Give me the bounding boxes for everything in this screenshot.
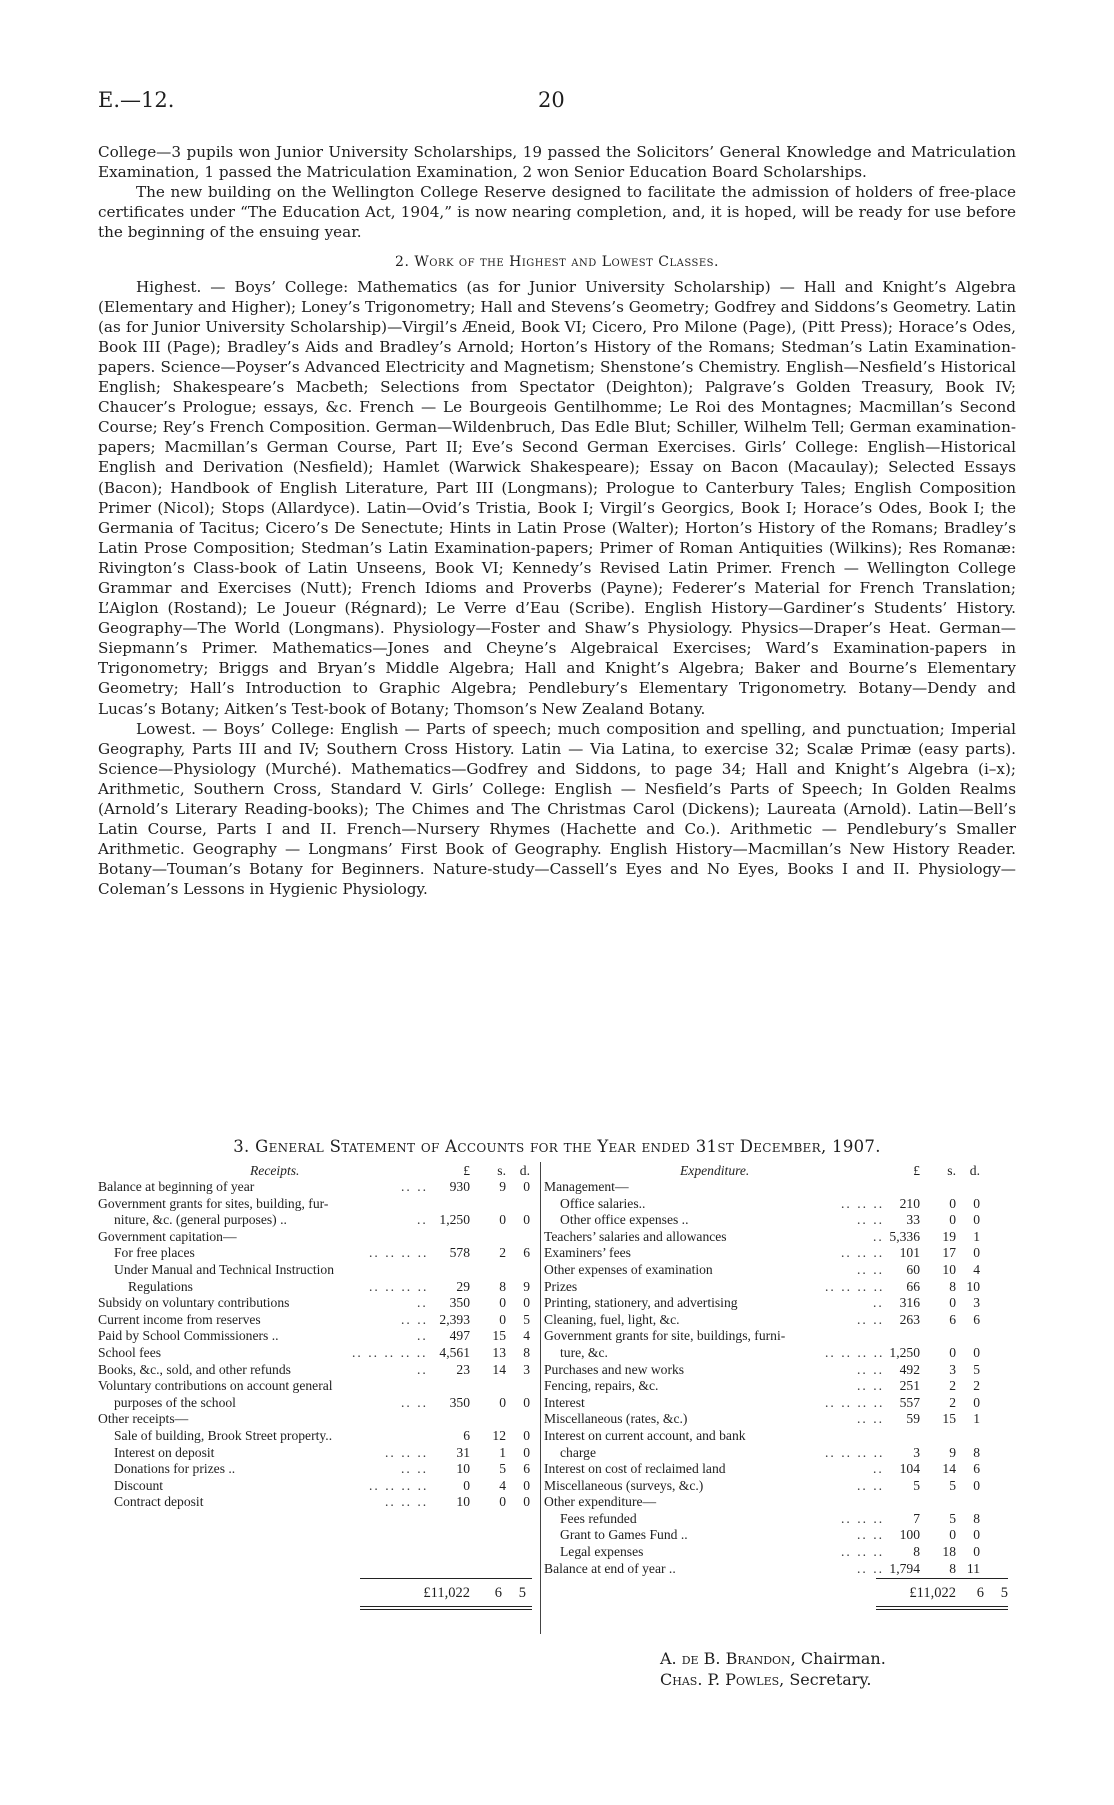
- expenditure-total-rule: [876, 1578, 1008, 1579]
- expenditure-label: Other office expenses ..: [560, 1212, 689, 1228]
- expenditure-shillings: 15: [942, 1411, 956, 1427]
- expenditure-row: [544, 1196, 1016, 1213]
- expenditure-shillings: 5: [949, 1477, 956, 1493]
- expenditure-shillings: 8: [949, 1560, 956, 1576]
- column-divider: [540, 1162, 541, 1634]
- expenditure-row: [544, 1411, 1016, 1428]
- expenditure-row: [544, 1312, 1016, 1329]
- receipts-label: School fees: [98, 1344, 162, 1360]
- expenditure-row: [544, 1378, 1016, 1395]
- expenditure-label: Government grants for site, buildings, furni-: [544, 1328, 786, 1344]
- expenditure-double-rule-2: [876, 1609, 1008, 1610]
- receipts-pounds: 2,393: [439, 1311, 470, 1327]
- expenditure-shillings: 0: [949, 1527, 956, 1543]
- expenditure-label: Legal expenses: [560, 1544, 644, 1560]
- receipts-pounds: 1,250: [439, 1212, 470, 1228]
- receipts-label: For free places: [114, 1245, 195, 1261]
- receipts-label: Subsidy on voluntary contributions: [98, 1295, 290, 1311]
- expenditure-pence: 8: [973, 1444, 980, 1460]
- receipts-double-rule-1: [360, 1606, 532, 1607]
- expenditure-pence: 5: [973, 1361, 980, 1377]
- receipts-pence: 0: [523, 1444, 530, 1460]
- expenditure-pence: 10: [966, 1278, 980, 1294]
- expenditure-row: [544, 1328, 1016, 1345]
- expenditure-row: [544, 1395, 1016, 1412]
- expenditure-leader-dots: .. ..: [857, 1560, 884, 1576]
- expenditure-label: Other expenditure—: [544, 1494, 657, 1510]
- receipts-pounds: 23: [456, 1361, 470, 1377]
- receipts-label: Government grants for sites, building, fur-: [98, 1195, 329, 1211]
- receipts-row: [98, 1345, 536, 1362]
- expenditure-leader-dots: .. .. ..: [841, 1245, 885, 1261]
- expenditure-label: Purchases and new works: [544, 1361, 685, 1377]
- receipts-pence: 5: [523, 1311, 530, 1327]
- receipts-label: Other receipts—: [98, 1411, 189, 1427]
- section-heading-work: 2. Work of the Highest and Lowest Classes.: [395, 254, 719, 271]
- expenditure-pounds: 33: [906, 1212, 920, 1228]
- expenditure-leader-dots: ..: [873, 1461, 884, 1477]
- receipts-row: [98, 1445, 536, 1462]
- receipts-row: [98, 1461, 536, 1478]
- expenditure-label: Grant to Games Fund ..: [560, 1527, 688, 1543]
- secretary-role: Secretary.: [789, 1670, 872, 1689]
- receipts-row: [98, 1428, 536, 1445]
- body-text: [98, 142, 1016, 899]
- receipts-pounds: 497: [449, 1328, 470, 1344]
- receipts-leader-dots: .. ..: [401, 1179, 428, 1194]
- receipts-leader-dots: .. .. .. ..: [369, 1278, 429, 1294]
- expenditure-row: [544, 1478, 1016, 1495]
- receipts-row: [98, 1494, 536, 1511]
- expenditure-pounds: 1,250: [889, 1344, 920, 1360]
- expenditure-label: Interest on cost of reclaimed land: [544, 1461, 726, 1477]
- expenditure-shillings: 2: [949, 1378, 956, 1394]
- receipts-leader-dots: .. ..: [401, 1311, 428, 1327]
- receipts-label: Sale of building, Brook Street property..: [114, 1427, 333, 1443]
- expenditure-pence: 6: [973, 1311, 980, 1327]
- receipts-row: [98, 1229, 536, 1246]
- expenditure-shillings: 14: [942, 1461, 956, 1477]
- expenditure-pounds: 557: [899, 1394, 920, 1410]
- expenditure-row: [544, 1527, 1016, 1544]
- pounds-unit: £: [463, 1163, 470, 1178]
- expenditure-pence: 8: [973, 1510, 980, 1526]
- expenditure-header: [544, 1162, 1016, 1179]
- receipts-row: [98, 1262, 536, 1279]
- expenditure-pence: 0: [973, 1394, 980, 1410]
- expenditure-label: Teachers’ salaries and allowances: [544, 1228, 727, 1244]
- receipts-label: Voluntary contributions on account general: [98, 1378, 333, 1394]
- expenditure-label: Other expenses of examination: [544, 1261, 713, 1277]
- receipts-total-pence: 5: [518, 1585, 526, 1601]
- receipts-row: [98, 1395, 536, 1412]
- expenditure-shillings: 0: [949, 1195, 956, 1211]
- receipts-shillings: 4: [499, 1477, 506, 1493]
- expenditure-total: [876, 1584, 1016, 1602]
- receipts-shillings: 8: [499, 1278, 506, 1294]
- receipts-pounds: 578: [449, 1245, 470, 1261]
- expenditure-total-pence: 5: [1000, 1585, 1008, 1601]
- receipts-pounds: 6: [463, 1427, 470, 1443]
- receipts-label: Books, &c., sold, and other refunds: [98, 1361, 291, 1377]
- expenditure-pounds: 251: [899, 1378, 920, 1394]
- receipts-label: Contract deposit: [114, 1494, 204, 1510]
- expenditure-label: Management—: [544, 1179, 629, 1194]
- receipts-leader-dots: .. ..: [401, 1461, 428, 1477]
- receipts-shillings: 13: [492, 1344, 506, 1360]
- receipts-row: [98, 1245, 536, 1262]
- expenditure-label: Fees refunded: [560, 1510, 637, 1526]
- expenditure-label: Interest on current account, and bank: [544, 1427, 746, 1443]
- receipts-pounds: 930: [449, 1179, 470, 1194]
- receipts-pounds: 31: [456, 1444, 470, 1460]
- receipts-row: [98, 1295, 536, 1312]
- expenditure-leader-dots: .. ..: [857, 1361, 884, 1377]
- receipts-total-pounds: £11,022: [423, 1585, 470, 1601]
- expenditure-shillings: 0: [949, 1344, 956, 1360]
- receipts-shillings: 0: [499, 1311, 506, 1327]
- receipts-row: [98, 1279, 536, 1296]
- expenditure-row: [544, 1262, 1016, 1279]
- expenditure-pounds: 101: [899, 1245, 920, 1261]
- pence-unit: d.: [519, 1163, 530, 1178]
- expenditure-label: Cleaning, fuel, light, &c.: [544, 1311, 680, 1327]
- receipts-pence: 0: [523, 1494, 530, 1510]
- receipts-leader-dots: ..: [417, 1295, 428, 1311]
- expenditure-label: Office salaries..: [560, 1195, 646, 1211]
- receipts-leader-dots: ..: [417, 1361, 428, 1377]
- receipts-row: [98, 1212, 536, 1229]
- receipts-shillings: 15: [492, 1328, 506, 1344]
- expenditure-row: [544, 1245, 1016, 1262]
- expenditure-leader-dots: .. ..: [857, 1212, 884, 1228]
- expenditure-row: [544, 1179, 1016, 1196]
- expenditure-label: ture, &c.: [560, 1344, 608, 1360]
- expenditure-shillings: 3: [949, 1361, 956, 1377]
- receipts-header: [98, 1162, 536, 1179]
- expenditure-label: Miscellaneous (surveys, &c.): [544, 1477, 704, 1493]
- receipts-leader-dots: .. .. .. .. ..: [352, 1344, 428, 1360]
- expenditure-leader-dots: .. ..: [857, 1261, 884, 1277]
- page-header: [98, 88, 1016, 118]
- expenditure-pence: 0: [973, 1195, 980, 1211]
- receipts-column: [98, 1162, 536, 1511]
- expenditure-pence: 1: [973, 1228, 980, 1244]
- expenditure-pounds: 5,336: [889, 1228, 920, 1244]
- expenditure-row: [544, 1345, 1016, 1362]
- receipts-label: Balance at beginning of year: [98, 1179, 255, 1194]
- receipts-leader-dots: .. .. .. ..: [369, 1477, 429, 1493]
- receipts-row: [98, 1312, 536, 1329]
- receipts-total-shillings: 6: [494, 1585, 502, 1601]
- pence-unit: d.: [969, 1163, 980, 1178]
- expenditure-pounds: 263: [899, 1311, 920, 1327]
- accounts-title: 3. General Statement of Accounts for the Year ended 31st December, 1907.: [233, 1137, 881, 1156]
- expenditure-pence: 4: [973, 1261, 980, 1277]
- expenditure-shillings: 18: [942, 1544, 956, 1560]
- receipts-row: [98, 1179, 536, 1196]
- expenditure-label: Examiners’ fees: [544, 1245, 631, 1261]
- secretary-name: Chas. P. Powles,: [660, 1670, 785, 1689]
- expenditure-pounds: 492: [899, 1361, 920, 1377]
- expenditure-pence: 6: [973, 1461, 980, 1477]
- receipts-label: Current income from reserves: [98, 1311, 261, 1327]
- receipts-label: purposes of the school: [114, 1394, 236, 1410]
- receipts-label: Under Manual and Technical Instruction: [114, 1261, 335, 1277]
- receipts-label: Regulations: [128, 1278, 193, 1294]
- expenditure-pounds: 3: [913, 1444, 920, 1460]
- chairman-name: A. de B. Brandon,: [660, 1649, 796, 1668]
- expenditure-label: Prizes: [544, 1278, 578, 1294]
- shillings-unit: s.: [497, 1163, 506, 1178]
- expenditure-label: Printing, stationery, and advertising: [544, 1295, 738, 1311]
- receipts-pence: 0: [523, 1427, 530, 1443]
- receipts-label: Donations for prizes ..: [114, 1461, 236, 1477]
- receipts-shillings: 2: [499, 1245, 506, 1261]
- expenditure-pence: 0: [973, 1212, 980, 1228]
- expenditure-leader-dots: .. ..: [857, 1477, 884, 1493]
- page-number: 20: [538, 88, 565, 112]
- signatures: [660, 1648, 886, 1690]
- receipts-heading: Receipts.: [250, 1163, 300, 1178]
- receipts-label: niture, &c. (general purposes) ..: [114, 1212, 287, 1228]
- expenditure-leader-dots: .. ..: [857, 1311, 884, 1327]
- receipts-pence: 4: [523, 1328, 530, 1344]
- expenditure-shillings: 19: [942, 1228, 956, 1244]
- expenditure-pence: 0: [973, 1245, 980, 1261]
- paragraph-highest-classes: Highest. — Boys’ College: Mathematics (as for Junior University Scholarship) — Hall and Knight’s Algebra (Elementary and Higher); Loney’s Trigonometry; Hall and Stevens’s Geometry; Godfrey and Siddons’s Geometry. Latin (as for Junior University Scholarship)—Virgil’s Æneid, Book VI; Cicero, Pro Milone (Page), (Pitt Press); Horace’s Odes, Book III (Page); Bradley’s Aids and Bradley’s Arnold; Horton’s History of the Romans; Stedman’s Latin Examination-papers. Science—Poyser’s Advanced Electricity and Magnetism; Shenstone’s Chemistry. English—Nesfield’s Historical English; Shakespeare’s Macbeth; Selections from Spectator (Deighton); Palgrave’s Golden Treasury, Book IV; Chaucer’s Prologue; essays, &c. French — Le Bourgeois Gentilhomme; Le Roi des Montagnes; Macmillan’s Second Course; Rey’s French Composition. German—Wildenbruch, Das Edle Blut; Schiller, Wilhelm Tell; German examination-papers; Macmillan’s German Course, Part II; Eve’s Second German Exercises. Girls’ College: English—Historical English and Derivation (Nesfield); Hamlet (Warwick Shakespeare); Essay on Bacon (Macaulay); Selected Essays (Bacon); Handbook of English Literature, Part III (Longmans); Prologue to Canterbury Tales; English Composition Primer (Nicol); Stops (Allardyce). Latin—Ovid’s Tristia, Book I; Virgil’s Georgics, Book I; Horace’s Odes, Book I; the Germania of Tacitus; Cicero’s De Senectute; Hints in Latin Prose (Walter); Horton’s History of the Romans; Bradley’s Latin Prose Composition; Stedman’s Latin Examination-papers; Primer of Roman Antiquities (Wilkins); Res Romanæ: Rivington’s Class-book of Latin Unseens, Book VI; Kennedy’s Revised Latin Primer. French — Wellington College Grammar and Exercises (Nutt); French Idioms and Proverbs (Payne); Federer’s Material for French Translation; L’Aiglon (Rostand); Le Joueur (Régnard); Le Verre d’Eau (Scribe). English History—Gardiner’s Students’ History. Geography—The World (Longmans). Physiology—Foster and Shaw’s Physiology. Physics—Draper’s Heat. German—Siepmann’s Primer. Mathematics—Jones and Cheyne’s Algebraical Exercises; Ward’s Examination-papers in Trigonometry; Briggs and Bryan’s Middle Algebra; Hall and Knight’s Algebra; Baker and Bourne’s Elementary Geometry; Hall’s Introduction to Graphic Algebra; Pendlebury’s Elementary Trigonometry. Botany—Dendy and Lucas’s Botany; Aitken’s Test-book of Botany; Thomson’s New Zealand Botany.: [98, 277, 1016, 718]
- expenditure-pounds: 59: [906, 1411, 920, 1427]
- paragraph-new-building: The new building on the Wellington College Reserve designed to facilitate the admission of holders of free-place certificates under “The Education Act, 1904,” is now nearing completion, and, it is hoped, will be ready for use before the beginning of the ensuing year.: [98, 183, 1016, 242]
- expenditure-shillings: 8: [949, 1278, 956, 1294]
- expenditure-label: charge: [560, 1444, 596, 1460]
- signature-chairman: [660, 1648, 886, 1669]
- receipts-row: [98, 1362, 536, 1379]
- receipts-row: [98, 1411, 536, 1428]
- receipts-shillings: 5: [499, 1461, 506, 1477]
- receipts-pence: 0: [523, 1212, 530, 1228]
- expenditure-label: Interest: [544, 1394, 585, 1410]
- receipts-shillings: 12: [492, 1427, 506, 1443]
- receipts-leader-dots: .. .. .. ..: [369, 1245, 429, 1261]
- expenditure-row: [544, 1494, 1016, 1511]
- expenditure-pence: 0: [973, 1344, 980, 1360]
- receipts-pence: 0: [523, 1394, 530, 1410]
- expenditure-row: [544, 1362, 1016, 1379]
- expenditure-leader-dots: .. .. ..: [841, 1195, 885, 1211]
- expenditure-leader-dots: .. .. .. ..: [825, 1394, 885, 1410]
- receipts-leader-dots: .. ..: [401, 1394, 428, 1410]
- receipts-pounds: 29: [456, 1278, 470, 1294]
- expenditure-leader-dots: .. .. .. ..: [825, 1344, 885, 1360]
- receipts-pounds: 10: [456, 1494, 470, 1510]
- expenditure-shillings: 17: [942, 1245, 956, 1261]
- document-code: E.—12.: [98, 88, 175, 112]
- expenditure-label: Balance at end of year ..: [544, 1560, 676, 1576]
- receipts-shillings: 0: [499, 1295, 506, 1311]
- expenditure-pence: 2: [973, 1378, 980, 1394]
- expenditure-shillings: 0: [949, 1295, 956, 1311]
- expenditure-row: [544, 1544, 1016, 1561]
- receipts-pounds: 10: [456, 1461, 470, 1477]
- expenditure-pounds: 100: [899, 1527, 920, 1543]
- expenditure-pence: 0: [973, 1477, 980, 1493]
- receipts-leader-dots: ..: [417, 1212, 428, 1228]
- expenditure-label: Miscellaneous (rates, &c.): [544, 1411, 688, 1427]
- receipts-pence: 6: [523, 1461, 530, 1477]
- receipts-shillings: 0: [499, 1494, 506, 1510]
- expenditure-leader-dots: .. ..: [857, 1527, 884, 1543]
- expenditure-pence: 0: [973, 1527, 980, 1543]
- expenditure-total-shillings: 6: [976, 1585, 984, 1601]
- expenditure-pounds: 7: [913, 1510, 920, 1526]
- expenditure-pounds: 5: [913, 1477, 920, 1493]
- receipts-label: Government capitation—: [98, 1228, 237, 1244]
- accounts-statement: [98, 1162, 1016, 1632]
- receipts-pence: 6: [523, 1245, 530, 1261]
- receipts-pence: 9: [523, 1278, 530, 1294]
- signature-secretary: [660, 1669, 886, 1690]
- expenditure-row: [544, 1461, 1016, 1478]
- expenditure-leader-dots: .. .. .. ..: [825, 1444, 885, 1460]
- expenditure-row: [544, 1212, 1016, 1229]
- expenditure-leader-dots: ..: [873, 1295, 884, 1311]
- receipts-label: Discount: [114, 1477, 164, 1493]
- receipts-pence: 0: [523, 1179, 530, 1194]
- expenditure-leader-dots: .. .. .. ..: [825, 1278, 885, 1294]
- receipts-shillings: 14: [492, 1361, 506, 1377]
- receipts-row: [98, 1196, 536, 1213]
- expenditure-leader-dots: ..: [873, 1228, 884, 1244]
- receipts-pounds: 0: [463, 1477, 470, 1493]
- expenditure-row: [544, 1428, 1016, 1445]
- expenditure-pounds: 8: [913, 1544, 920, 1560]
- expenditure-pounds: 1,794: [889, 1560, 920, 1576]
- expenditure-shillings: 5: [949, 1510, 956, 1526]
- expenditure-pounds: 210: [899, 1195, 920, 1211]
- receipts-pence: 0: [523, 1295, 530, 1311]
- receipts-pence: 0: [523, 1477, 530, 1493]
- paragraph-college-results: College—3 pupils won Junior University Scholarships, 19 passed the Solicitors’ General Knowledge and Matriculation Examination, 1 passed the Matriculation Examination, 2 won Senior Education Board Scholarships.: [98, 143, 1016, 182]
- receipts-leader-dots: .. .. ..: [385, 1444, 429, 1460]
- expenditure-leader-dots: .. ..: [857, 1411, 884, 1427]
- receipts-total: [360, 1584, 530, 1602]
- receipts-pounds: 350: [449, 1295, 470, 1311]
- receipts-total-rule: [360, 1578, 532, 1579]
- expenditure-pounds: 60: [906, 1261, 920, 1277]
- expenditure-row: [544, 1511, 1016, 1528]
- paragraph-lowest-classes: Lowest. — Boys’ College: English — Parts of speech; much composition and spelling, and punctuation; Imperial Geography, Parts III and IV; Southern Cross History. Latin — Via Latina, to exercise 32; Scalæ Primæ (easy parts). Science—Physiology (Murché). Mathematics—Godfrey and Siddons, to page 34; Hall and Knight’s Algebra (i–x); Arithmetic, Southern Cross, Standard V. Girls’ College: English — Nesfield’s Parts of Speech; In Golden Realms (Arnold’s Literary Reading-books); The Chimes and The Christmas Carol (Dickens); Laureata (Arnold). Latin—Bell’s Latin Course, Parts I and II. French—Nursery Rhymes (Hachette and Co.). Arithmetic — Pendlebury’s Smaller Arithmetic. Geography — Longmans’ First Book of Geography. English History—Macmillan’s New History Reader. Botany—Touman’s Botany for Beginners. Nature-study—Cassell’s Eyes and No Eyes, Books I and II. Physiology—Coleman’s Lessons in Hygienic Physiology.: [98, 719, 1016, 899]
- shillings-unit: s.: [947, 1163, 956, 1178]
- receipts-leader-dots: ..: [417, 1328, 428, 1344]
- receipts-shillings: 9: [499, 1179, 506, 1194]
- expenditure-shillings: 10: [942, 1261, 956, 1277]
- expenditure-shillings: 9: [949, 1444, 956, 1460]
- expenditure-pounds: 104: [899, 1461, 920, 1477]
- expenditure-leader-dots: .. .. ..: [841, 1510, 885, 1526]
- expenditure-row: [544, 1561, 1016, 1578]
- receipts-pence: 3: [523, 1361, 530, 1377]
- expenditure-shillings: 2: [949, 1394, 956, 1410]
- chairman-role: Chairman.: [800, 1649, 886, 1668]
- expenditure-row: [544, 1279, 1016, 1296]
- expenditure-row: [544, 1229, 1016, 1246]
- receipts-shillings: 0: [499, 1394, 506, 1410]
- receipts-pounds: 4,561: [439, 1344, 470, 1360]
- expenditure-heading: Expenditure.: [680, 1163, 750, 1178]
- pounds-unit: £: [913, 1163, 920, 1178]
- receipts-leader-dots: .. .. ..: [385, 1494, 429, 1510]
- receipts-shillings: 1: [499, 1444, 506, 1460]
- receipts-label: Interest on deposit: [114, 1444, 215, 1460]
- expenditure-pence: 11: [966, 1560, 980, 1576]
- expenditure-pence: 0: [973, 1544, 980, 1560]
- expenditure-row: [544, 1445, 1016, 1462]
- expenditure-row: [544, 1295, 1016, 1312]
- expenditure-pence: 1: [973, 1411, 980, 1427]
- receipts-shillings: 0: [499, 1212, 506, 1228]
- expenditure-pounds: 316: [899, 1295, 920, 1311]
- receipts-row: [98, 1328, 536, 1345]
- expenditure-label: Fencing, repairs, &c.: [544, 1378, 659, 1394]
- expenditure-shillings: 6: [949, 1311, 956, 1327]
- expenditure-pence: 3: [973, 1295, 980, 1311]
- expenditure-double-rule-1: [876, 1606, 1008, 1607]
- expenditure-shillings: 0: [949, 1212, 956, 1228]
- expenditure-leader-dots: .. ..: [857, 1378, 884, 1394]
- expenditure-pounds: 66: [906, 1278, 920, 1294]
- receipts-row: [98, 1378, 536, 1395]
- receipts-pounds: 350: [449, 1394, 470, 1410]
- expenditure-column: [544, 1162, 1016, 1577]
- receipts-label: Paid by School Commissioners ..: [98, 1328, 279, 1344]
- expenditure-total-pounds: £11,022: [909, 1585, 956, 1601]
- receipts-double-rule-2: [360, 1609, 532, 1610]
- receipts-pence: 8: [523, 1344, 530, 1360]
- expenditure-leader-dots: .. .. ..: [841, 1544, 885, 1560]
- receipts-row: [98, 1478, 536, 1495]
